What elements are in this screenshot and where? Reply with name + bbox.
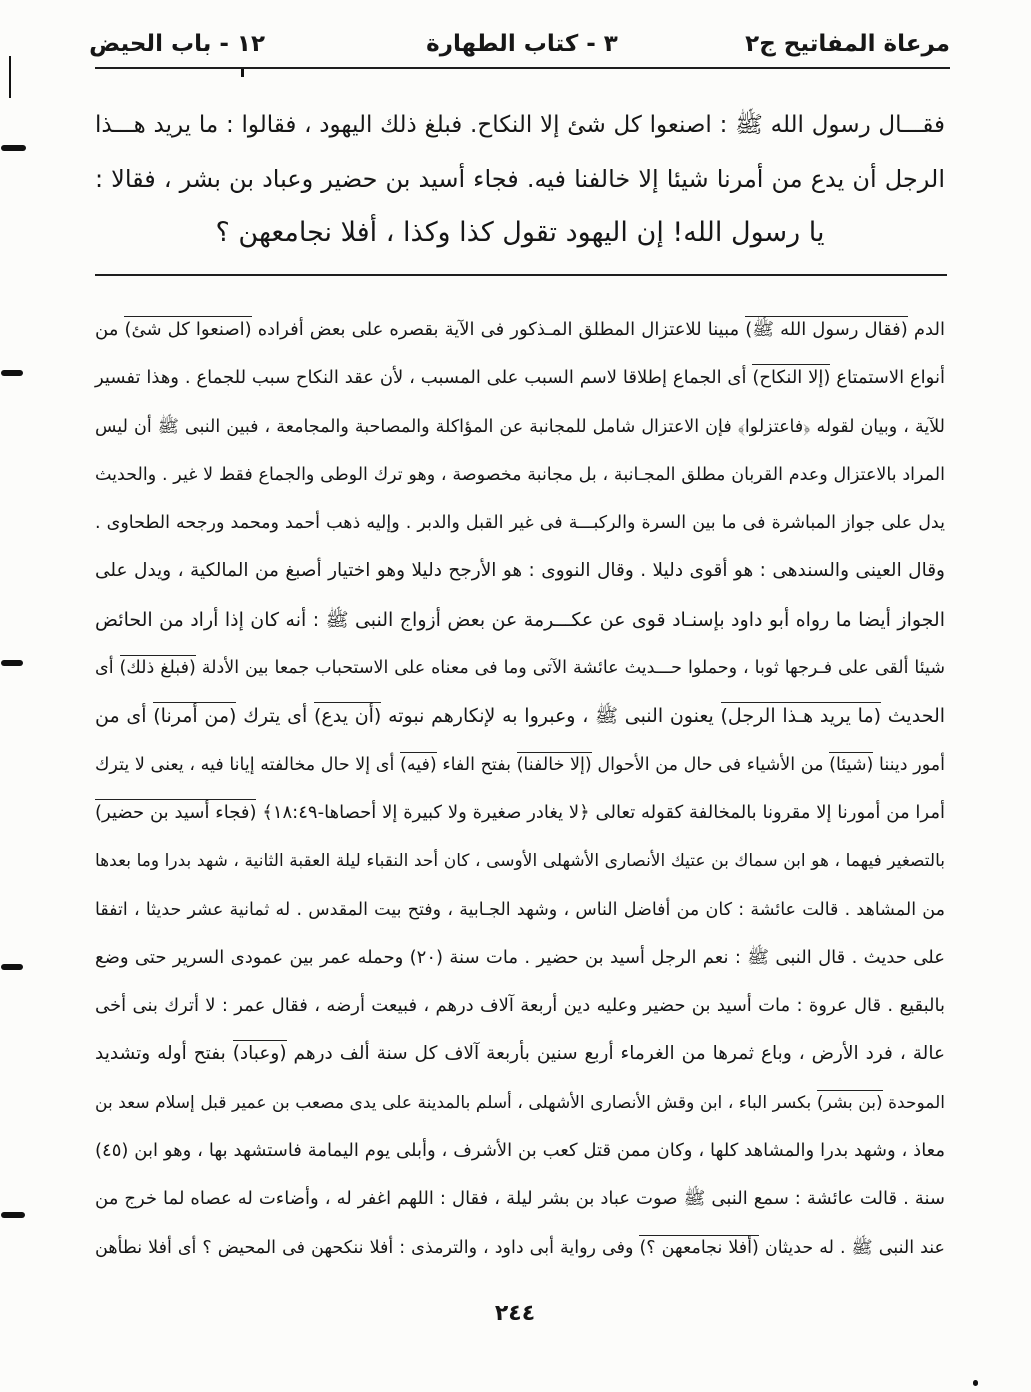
header-rule: [95, 67, 950, 69]
commentary-line: معاذ ، وشهد بدرا والمشاهد كلها ، وكان ممن قتل كعب بن الأشرف ، وأبلى يوم اليمامة فاستشهد بها ، وهو ابن (٤٥): [95, 1140, 945, 1162]
matn-quote: (إلا خالفنا): [517, 752, 592, 775]
commentary-line: للآية ، وبيان لقوله ﴿فاعتزلوا﴾ فإن الاعتزال شامل للمجانبة عن المؤاكلة والمصاحبة والمجامعة ، فبين النبى ﷺ أن ليس: [95, 416, 945, 437]
commentary-line: بالبقيع . قال عروة : مات أسيد بن حضير وعليه دين أربعة آلاف درهم ، فبيعت أرضه ، فقال عمر : لا أترك بنى أخى: [95, 995, 945, 1017]
header-tick: [241, 69, 244, 77]
commentary-line: عالة ، فرد الأرض ، وباع ثمرها من الغرماء أربع سنين بأربعة آلاف كل سنة ألف درهم (وعباد) بفتح أوله وتشديد: [95, 1030, 945, 1078]
matn-quote: (إلا النكاح): [752, 364, 830, 388]
matn-quote: (فبلغ ذلك): [120, 655, 196, 678]
running-head-book-title: مرعاة المفاتيح ج٢: [745, 31, 950, 57]
matn-quote: (بن بشر): [817, 1090, 883, 1113]
margin-mark: [1, 964, 23, 970]
text-separator-rule: [95, 274, 947, 276]
commentary-line: بالتصغير فيهما ، هو ابن سماك بن عتيك الأنصارى الأشهلى الأوسى ، كان أحد النقباء ليلة العقبة الثانية ، شهد بدرا وما بعدها: [95, 851, 945, 872]
hadith-text: [95, 98, 945, 260]
matn-quote: (فيه): [400, 752, 437, 775]
commentary-line: عند النبى ﷺ . له حديثان (أفلا نجامعهن ؟) وفى رواية أبى داود ، والترمذى : أفلا ننكحهن فى المحيض ؟ أى أفلا نطأهن: [95, 1224, 945, 1272]
matn-quote: (اصنعوا كل شئ): [124, 316, 251, 340]
margin-mark: [1, 1212, 25, 1218]
matn-quote: (ما يريد هـذا الرجل): [721, 702, 882, 727]
commentary-line: الحديث (ما يريد هـذا الرجل) يعنون النبى ﷺ ، وعبروا به لإنكارهم نبوته (أن يدع) أى يترك (من أمرنا) أى من: [95, 692, 945, 740]
page-number: ٢٤٤: [494, 1301, 536, 1326]
matn-quote: (فجاء أسيد بن حضير): [95, 799, 256, 823]
margin-mark: [1, 145, 26, 151]
commentary-line: أنواع الاستمتاع (إلا النكاح) أى الجماع إطلاقا لاسم السبب على المسبب ، لأن عقد النكاح سبب للجماع . وهذا تفسير: [95, 354, 945, 402]
hadith-line: الرجل أن يدع من أمرنا شيئا إلا خالفنا فيه. فجاء أسيد بن حضير وعباد بن بشر ، فقالا :: [95, 165, 945, 193]
commentary-line: وقال العينى والسندهى : هو أقوى دليلا . وقال النووى : هو الأرجح دليلا وهو اختيار أصبغ من المالكية ، ويدل على: [95, 560, 945, 582]
margin-mark: [9, 56, 11, 98]
hadith-line: فقـــال رسول الله ﷺ : اصنعوا كل شئ إلا النكاح. فبلغ ذلك اليهود ، فقالوا : ما يريد هـــذا: [95, 112, 945, 138]
margin-mark: [1, 660, 23, 666]
matn-quote: (أفلا نجامعهن ؟): [639, 1235, 758, 1258]
matn-quote: (أن يدع): [314, 702, 381, 727]
running-head-section: ١٢ - باب الحيض: [89, 31, 265, 57]
matn-quote: (فقال رسول الله ﷺ): [745, 316, 908, 340]
matn-quote: (وعباد): [233, 1040, 287, 1064]
commentary-line: المراد بالاعتزال وعدم القربان مطلق المجـانبة ، بل مجانبة مخصوصة ، وهو ترك الوطى والجماع فقط لا غير . والحديث: [95, 464, 945, 485]
commentary: [95, 306, 945, 1272]
margin-mark: [1, 370, 23, 376]
commentary-line: الجواز أيضا ما رواه أبو داود بإسنـاد قوى عن عكـــرمة عن بعض أزواج النبى ﷺ : أنه كان إذا أراد من الحائض: [95, 608, 945, 631]
commentary-line: على حديث . قال النبى ﷺ : نعم الرجل أسيد بن حضير . مات سنة (٢٠) وحمله عمر بين عمودى السرير حتى وضع: [95, 946, 945, 968]
running-head-chapter: ٣ - كتاب الطهارة: [426, 31, 618, 57]
commentary-line: من المشاهد . قالت عائشة : كان من أفاضل الناس ، وشهد الجـابية ، وفتح بيت المقدس . له ثمانية عشر حديثا ، اتفقا: [95, 899, 945, 920]
commentary-line: أمور ديننا (شيئا) من الأشياء فى حال من الأحوال (إلا خالفنا) بفتح الفاء (فيه) أى إلا حال مخالفته إيانا فيه ، يعنى لا يترك: [95, 741, 945, 789]
commentary-line: أمرا من أمورنا إلا مقرونا بالمخالفة كقوله تعالى ﴿لا يغادر صغيرة ولا كبيرة إلا أحصاها-١٨:٤٩﴾ (فجاء أسيد بن حضير): [95, 789, 945, 837]
matn-quote: (شيئا): [829, 752, 873, 775]
commentary-line: شيئا ألقى على فـرجها ثوبا ، وحملوا حـــديث عائشة الآتى وما فى معناه على الاستحباب جمعا بين الأدلة (فبلغ ذلك) أى: [95, 644, 945, 692]
commentary-line: سنة . قالت عائشة : سمع النبى ﷺ صوت عباد بن بشر ليلة ، فقال : اللهم اغفر له ، وأضاءت له عصاه لما خرج من: [95, 1188, 945, 1210]
hadith-line: يا رسول الله! إن اليهود تقول كذا وكذا ، أفلا نجامعهن ؟: [215, 217, 825, 248]
commentary-line: يدل على جواز المباشرة فى ما بين السرة والركبـــة فى غير القبل والدبر . وإليه ذهب أحمد ومحمد ورجحه الطحاوى .: [95, 513, 945, 534]
matn-quote: (من أمرنا): [153, 702, 236, 727]
commentary-line: الموحدة (بن بشر) بكسر الباء ، ابن وقش الأنصارى الأشهلى ، أسلم بالمدينة على يدى مصعب بن عمير قبل إسلام سعد بن: [95, 1079, 945, 1127]
commentary-line: الدم (فقال رسول الله ﷺ) مبينا للاعتزال المطلق المـذكور فى الآية بقصره على بعض أفراده (اصنعوا كل شئ) من: [95, 306, 945, 354]
margin-mark: [973, 1380, 978, 1386]
